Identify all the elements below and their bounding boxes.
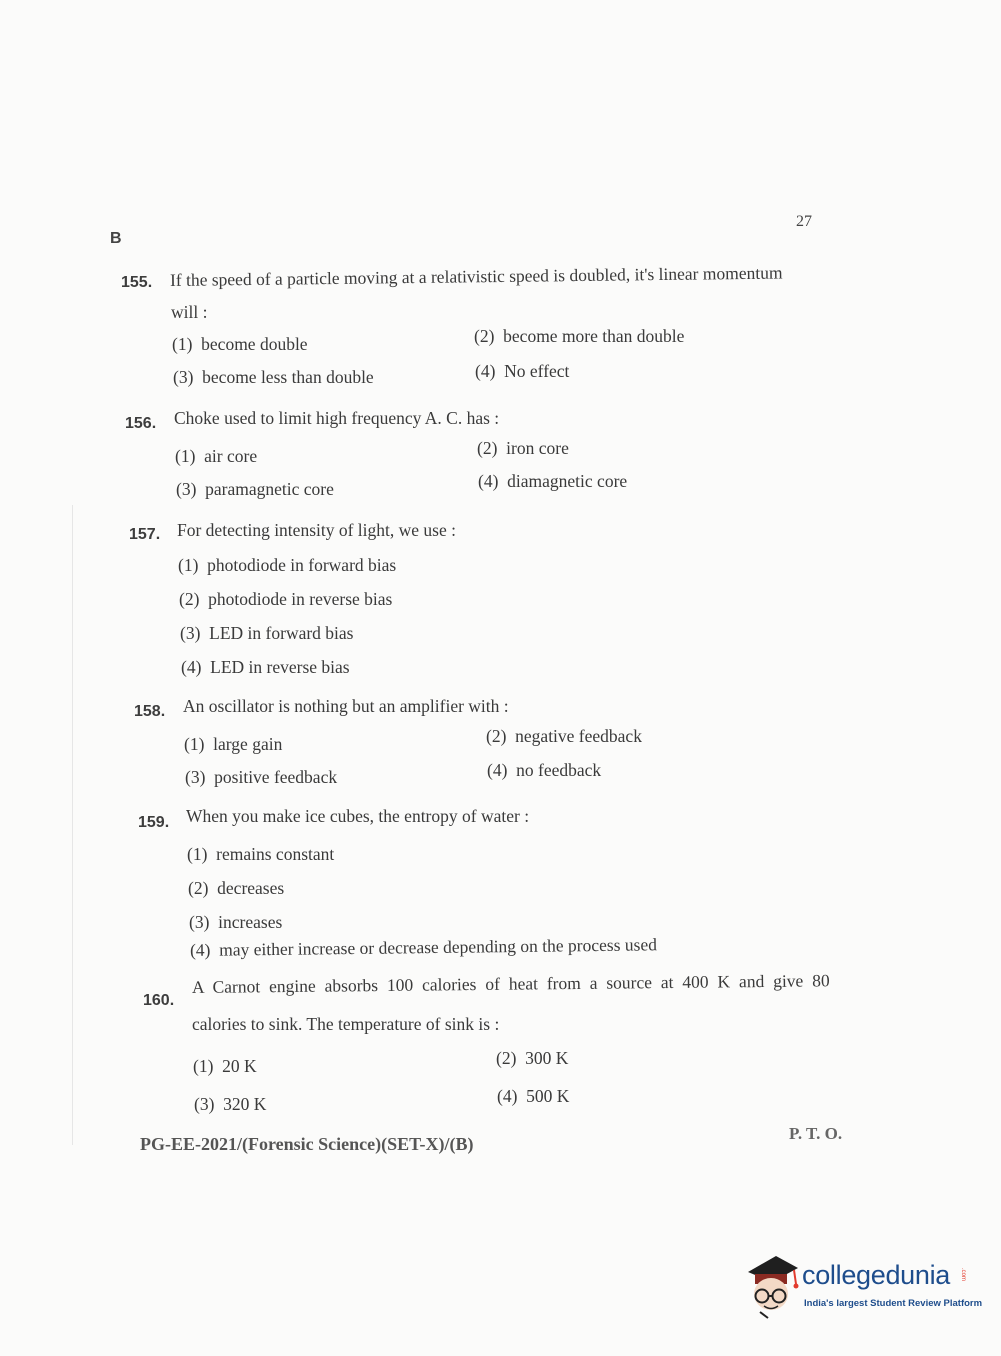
logo-name: collegedunia bbox=[802, 1260, 951, 1290]
option-2 bbox=[179, 589, 392, 610]
option-text: LED in reverse bias bbox=[210, 657, 350, 677]
option-number: (3) bbox=[189, 912, 210, 932]
option-number: (4) bbox=[189, 939, 211, 960]
option-text: iron core bbox=[506, 438, 569, 458]
set-letter: B bbox=[110, 230, 122, 247]
option-4 bbox=[487, 760, 601, 781]
option-number: (4) bbox=[181, 657, 202, 677]
option-2 bbox=[474, 326, 684, 347]
option-1 bbox=[175, 446, 257, 467]
question-text-cont: calories to sink. The temperature of sink is : bbox=[192, 1014, 500, 1034]
option-4 bbox=[478, 471, 627, 492]
option-text: air core bbox=[204, 446, 258, 466]
option-number: (3) bbox=[173, 367, 194, 387]
option-3 bbox=[180, 623, 354, 644]
question-text: A Carnot engine absorbs 100 calories of heat from a source at 400 K and give 80 bbox=[191, 970, 830, 997]
question-number: 156. bbox=[125, 415, 157, 432]
option-number: (4) bbox=[487, 760, 508, 780]
option-number: (1) bbox=[193, 1056, 214, 1076]
question-number: 159. bbox=[138, 814, 170, 831]
option-1 bbox=[184, 734, 282, 755]
option-text: negative feedback bbox=[515, 726, 642, 746]
option-3 bbox=[194, 1094, 266, 1115]
option-text: 320 K bbox=[223, 1094, 267, 1114]
option-4 bbox=[181, 657, 350, 678]
question-text: For detecting intensity of light, we use : bbox=[177, 520, 456, 540]
option-number: (1) bbox=[178, 555, 199, 575]
scan-margin-line bbox=[72, 505, 73, 1145]
option-number: (1) bbox=[187, 844, 208, 864]
option-text: photodiode in forward bias bbox=[207, 555, 397, 575]
option-number: (3) bbox=[176, 479, 197, 499]
option-number: (2) bbox=[188, 878, 209, 898]
option-3 bbox=[189, 912, 282, 933]
option-text: LED in forward bias bbox=[209, 623, 354, 643]
option-4 bbox=[497, 1086, 569, 1107]
option-text: increases bbox=[218, 912, 283, 932]
option-4 bbox=[475, 361, 569, 382]
option-number: (2) bbox=[477, 438, 498, 458]
option-text: no feedback bbox=[516, 760, 602, 780]
option-text: may either increase or decrease depending on the process used bbox=[219, 934, 658, 960]
option-text: remains constant bbox=[216, 844, 335, 864]
option-2 bbox=[188, 878, 284, 899]
option-1 bbox=[172, 334, 308, 355]
question-number: 160. bbox=[143, 992, 175, 1009]
option-3 bbox=[185, 767, 337, 788]
option-text: 500 K bbox=[526, 1086, 570, 1106]
option-number: (2) bbox=[474, 326, 495, 346]
question-text: When you make ice cubes, the entropy of water : bbox=[186, 806, 530, 826]
option-number: (4) bbox=[475, 361, 496, 381]
option-text: positive feedback bbox=[214, 767, 338, 787]
option-2 bbox=[477, 438, 569, 459]
option-number: (4) bbox=[497, 1086, 518, 1106]
question-text: Choke used to limit high frequency A. C. has : bbox=[174, 408, 500, 428]
option-text: 20 K bbox=[222, 1056, 257, 1076]
paper-code: PG-EE-2021/(Forensic Science)(SET-X)/(B) bbox=[140, 1134, 474, 1154]
logo-suffix: .com bbox=[960, 1268, 966, 1282]
option-text: No effect bbox=[504, 361, 570, 381]
question-text: An oscillator is nothing but an amplifier with : bbox=[183, 696, 509, 716]
option-number: (3) bbox=[185, 767, 206, 787]
option-2 bbox=[486, 726, 642, 747]
question-text-cont: will : bbox=[171, 302, 208, 322]
option-text: paramagnetic core bbox=[205, 479, 334, 499]
question-number: 155. bbox=[121, 274, 153, 291]
question-number: 158. bbox=[134, 703, 166, 720]
option-1 bbox=[193, 1056, 257, 1077]
option-number: (1) bbox=[172, 334, 193, 354]
question-number: 157. bbox=[129, 526, 161, 543]
option-number: (3) bbox=[180, 623, 201, 643]
option-number: (2) bbox=[179, 589, 200, 609]
option-text: become less than double bbox=[202, 367, 374, 387]
question-text: If the speed of a particle moving at a relativistic speed is doubled, it's linear momentum bbox=[169, 262, 783, 290]
option-text: become double bbox=[201, 334, 308, 354]
option-text: 300 K bbox=[525, 1048, 569, 1068]
option-number: (2) bbox=[496, 1048, 517, 1068]
pto-mark: P. T. O. bbox=[789, 1124, 843, 1143]
option-number: (1) bbox=[175, 446, 196, 466]
option-3 bbox=[176, 479, 334, 500]
option-1 bbox=[187, 844, 334, 865]
option-3 bbox=[173, 367, 374, 388]
page-number: 27 bbox=[796, 213, 812, 230]
option-text: decreases bbox=[217, 878, 285, 898]
option-4 bbox=[190, 934, 657, 961]
option-text: diamagnetic core bbox=[507, 471, 628, 491]
option-text: large gain bbox=[213, 734, 283, 754]
option-text: become more than double bbox=[503, 326, 685, 346]
mascot-icon bbox=[742, 1250, 802, 1320]
option-number: (2) bbox=[486, 726, 507, 746]
logo-tagline: India's largest Student Review Platform bbox=[804, 1298, 983, 1309]
option-number: (4) bbox=[478, 471, 499, 491]
option-1 bbox=[178, 555, 396, 576]
option-text: photodiode in reverse bias bbox=[208, 589, 393, 609]
option-2 bbox=[496, 1048, 568, 1069]
collegedunia-logo bbox=[742, 1250, 983, 1320]
option-number: (1) bbox=[184, 734, 205, 754]
option-number: (3) bbox=[194, 1094, 215, 1114]
